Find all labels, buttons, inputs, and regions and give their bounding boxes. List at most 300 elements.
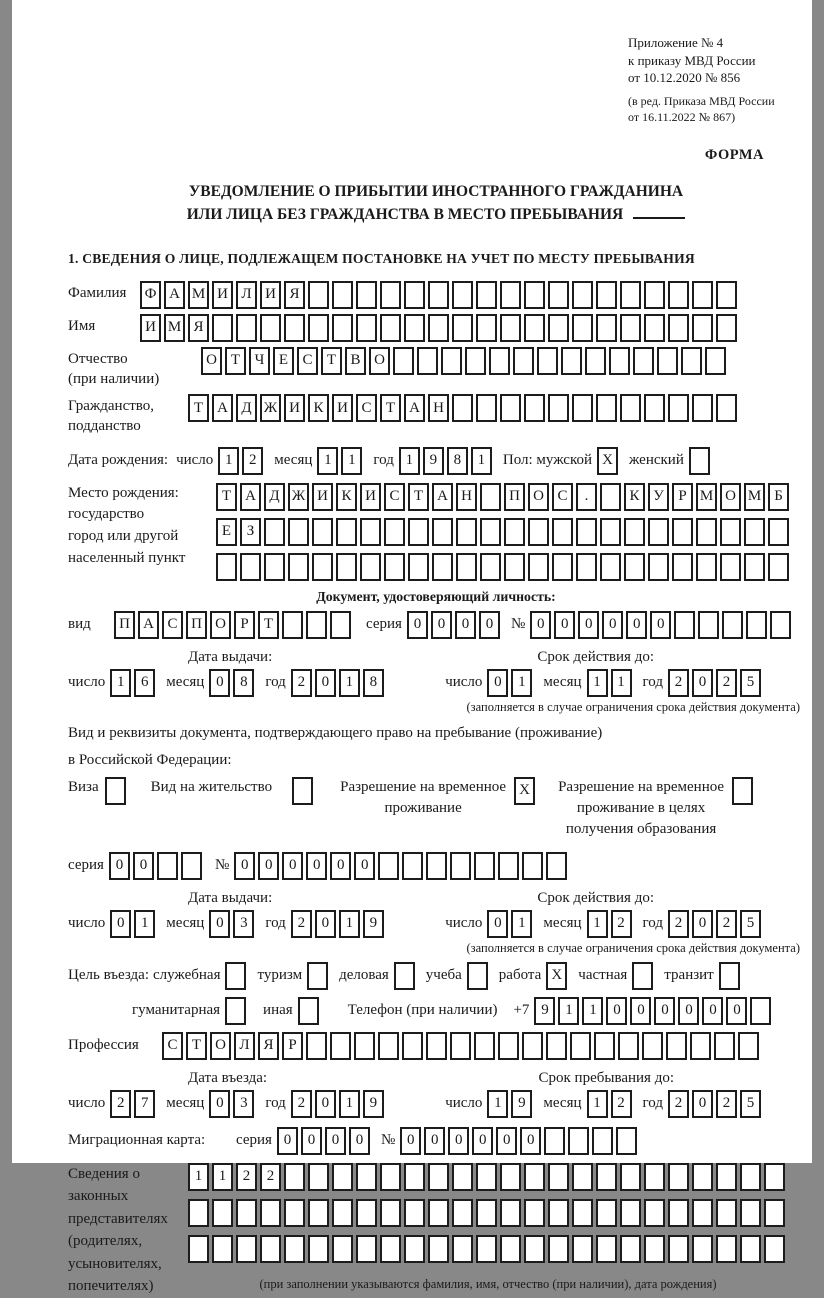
char-cell[interactable]: [450, 852, 471, 880]
char-cell[interactable]: [620, 1163, 641, 1191]
char-cell[interactable]: [720, 553, 741, 581]
char-cell[interactable]: [408, 518, 429, 546]
char-cell[interactable]: 2: [611, 910, 632, 938]
temp-residence-checkbox[interactable]: [514, 777, 538, 805]
char-cell[interactable]: [378, 852, 399, 880]
char-cell[interactable]: К: [336, 483, 357, 511]
char-cell[interactable]: [764, 1163, 785, 1191]
char-cell[interactable]: [360, 553, 381, 581]
char-cell[interactable]: [474, 1032, 495, 1060]
char-cell[interactable]: [548, 394, 569, 422]
char-cell[interactable]: П: [114, 611, 135, 639]
char-cell[interactable]: [668, 1199, 689, 1227]
char-cell[interactable]: Д: [236, 394, 257, 422]
char-cell[interactable]: 0: [487, 669, 508, 697]
char-cell[interactable]: [600, 553, 621, 581]
char-cell[interactable]: [426, 852, 447, 880]
char-cell[interactable]: Р: [234, 611, 255, 639]
char-cell[interactable]: [306, 611, 327, 639]
purpose-transit-checkbox[interactable]: [719, 962, 743, 990]
char-cell[interactable]: [716, 1235, 737, 1263]
char-cell[interactable]: 2: [668, 910, 689, 938]
char-cell[interactable]: [476, 314, 497, 342]
char-cell[interactable]: [552, 518, 573, 546]
char-cell[interactable]: [620, 281, 641, 309]
char-cell[interactable]: [528, 553, 549, 581]
char-cell[interactable]: [225, 962, 246, 990]
char-cell[interactable]: [524, 1199, 545, 1227]
char-cell[interactable]: 2: [291, 1090, 312, 1118]
char-cell[interactable]: [620, 1235, 641, 1263]
char-cell[interactable]: 0: [110, 910, 131, 938]
char-cell[interactable]: [600, 518, 621, 546]
char-cell[interactable]: Я: [258, 1032, 279, 1060]
char-cell[interactable]: 0: [602, 611, 623, 639]
char-cell[interactable]: [632, 962, 653, 990]
char-cell[interactable]: 0: [650, 611, 671, 639]
char-cell[interactable]: [240, 553, 261, 581]
char-cell[interactable]: Т: [186, 1032, 207, 1060]
char-cell[interactable]: Т: [380, 394, 401, 422]
char-cell[interactable]: [548, 1163, 569, 1191]
char-cell[interactable]: [592, 1127, 613, 1155]
char-cell[interactable]: О: [528, 483, 549, 511]
char-cell[interactable]: В: [345, 347, 366, 375]
purpose-business-checkbox[interactable]: [394, 962, 418, 990]
char-cell[interactable]: Т: [216, 483, 237, 511]
char-cell[interactable]: [384, 553, 405, 581]
char-cell[interactable]: [609, 347, 630, 375]
char-cell[interactable]: X: [546, 962, 567, 990]
char-cell[interactable]: 1: [218, 447, 239, 475]
char-cell[interactable]: 0: [315, 910, 336, 938]
char-cell[interactable]: 1: [110, 669, 131, 697]
char-cell[interactable]: [716, 1163, 737, 1191]
purpose-humanitarian-checkbox[interactable]: [225, 997, 249, 1025]
char-cell[interactable]: [668, 394, 689, 422]
char-cell[interactable]: 1: [582, 997, 603, 1025]
char-cell[interactable]: [216, 553, 237, 581]
char-cell[interactable]: 1: [471, 447, 492, 475]
char-cell[interactable]: [572, 1235, 593, 1263]
char-cell[interactable]: [404, 1163, 425, 1191]
char-cell[interactable]: [356, 314, 377, 342]
char-cell[interactable]: 0: [354, 852, 375, 880]
char-cell[interactable]: [465, 347, 486, 375]
char-cell[interactable]: М: [696, 483, 717, 511]
char-cell[interactable]: И: [284, 394, 305, 422]
char-cell[interactable]: [332, 314, 353, 342]
char-cell[interactable]: [408, 553, 429, 581]
char-cell[interactable]: Ж: [288, 483, 309, 511]
char-cell[interactable]: [692, 1163, 713, 1191]
char-cell[interactable]: [312, 553, 333, 581]
char-cell[interactable]: [336, 518, 357, 546]
char-cell[interactable]: [572, 394, 593, 422]
char-cell[interactable]: [716, 314, 737, 342]
char-cell[interactable]: Ж: [260, 394, 281, 422]
char-cell[interactable]: И: [212, 281, 233, 309]
char-cell[interactable]: [476, 1235, 497, 1263]
char-cell[interactable]: К: [308, 394, 329, 422]
char-cell[interactable]: [740, 1163, 761, 1191]
char-cell[interactable]: 2: [291, 669, 312, 697]
char-cell[interactable]: 1: [134, 910, 155, 938]
char-cell[interactable]: [624, 553, 645, 581]
char-cell[interactable]: [572, 314, 593, 342]
char-cell[interactable]: 2: [716, 910, 737, 938]
char-cell[interactable]: [620, 314, 641, 342]
char-cell[interactable]: [668, 1163, 689, 1191]
char-cell[interactable]: [618, 1032, 639, 1060]
char-cell[interactable]: Т: [321, 347, 342, 375]
char-cell[interactable]: [690, 1032, 711, 1060]
char-cell[interactable]: [284, 1199, 305, 1227]
char-cell[interactable]: А: [212, 394, 233, 422]
char-cell[interactable]: [330, 611, 351, 639]
char-cell[interactable]: А: [138, 611, 159, 639]
char-cell[interactable]: [500, 394, 521, 422]
char-cell[interactable]: [705, 347, 726, 375]
visa-checkbox[interactable]: [105, 777, 129, 805]
char-cell[interactable]: [308, 1199, 329, 1227]
char-cell[interactable]: [498, 852, 519, 880]
purpose-work-checkbox[interactable]: [546, 962, 570, 990]
char-cell[interactable]: [768, 553, 789, 581]
char-cell[interactable]: [260, 1199, 281, 1227]
char-cell[interactable]: [356, 1235, 377, 1263]
char-cell[interactable]: [644, 1199, 665, 1227]
char-cell[interactable]: [720, 518, 741, 546]
char-cell[interactable]: 0: [448, 1127, 469, 1155]
char-cell[interactable]: [524, 1163, 545, 1191]
char-cell[interactable]: [380, 1235, 401, 1263]
char-cell[interactable]: [740, 1235, 761, 1263]
char-cell[interactable]: 0: [654, 997, 675, 1025]
char-cell[interactable]: И: [332, 394, 353, 422]
char-cell[interactable]: 0: [692, 910, 713, 938]
char-cell[interactable]: [288, 518, 309, 546]
char-cell[interactable]: [284, 314, 305, 342]
char-cell[interactable]: [452, 1235, 473, 1263]
purpose-official-checkbox[interactable]: [225, 962, 249, 990]
char-cell[interactable]: [500, 1199, 521, 1227]
char-cell[interactable]: [188, 1199, 209, 1227]
char-cell[interactable]: [308, 1235, 329, 1263]
char-cell[interactable]: [260, 1235, 281, 1263]
char-cell[interactable]: [513, 347, 534, 375]
char-cell[interactable]: И: [140, 314, 161, 342]
char-cell[interactable]: Д: [264, 483, 285, 511]
char-cell[interactable]: [402, 852, 423, 880]
char-cell[interactable]: [672, 518, 693, 546]
char-cell[interactable]: 1: [212, 1163, 233, 1191]
char-cell[interactable]: 0: [234, 852, 255, 880]
char-cell[interactable]: [404, 1235, 425, 1263]
char-cell[interactable]: [264, 518, 285, 546]
char-cell[interactable]: [522, 1032, 543, 1060]
char-cell[interactable]: X: [597, 447, 618, 475]
char-cell[interactable]: [504, 518, 525, 546]
char-cell[interactable]: [308, 314, 329, 342]
char-cell[interactable]: [393, 347, 414, 375]
char-cell[interactable]: [467, 962, 488, 990]
char-cell[interactable]: [236, 1199, 257, 1227]
char-cell[interactable]: 1: [339, 910, 360, 938]
char-cell[interactable]: 3: [233, 910, 254, 938]
char-cell[interactable]: [307, 962, 328, 990]
char-cell[interactable]: [312, 518, 333, 546]
char-cell[interactable]: [648, 553, 669, 581]
sex-female-checkbox[interactable]: [689, 447, 713, 475]
edu-residence-checkbox[interactable]: [732, 777, 756, 805]
char-cell[interactable]: [354, 1032, 375, 1060]
char-cell[interactable]: [546, 1032, 567, 1060]
char-cell[interactable]: [768, 518, 789, 546]
char-cell[interactable]: 0: [209, 910, 230, 938]
char-cell[interactable]: [260, 314, 281, 342]
char-cell[interactable]: [644, 394, 665, 422]
char-cell[interactable]: [572, 281, 593, 309]
char-cell[interactable]: 0: [726, 997, 747, 1025]
char-cell[interactable]: [524, 314, 545, 342]
char-cell[interactable]: С: [356, 394, 377, 422]
char-cell[interactable]: [568, 1127, 589, 1155]
char-cell[interactable]: [450, 1032, 471, 1060]
char-cell[interactable]: [236, 314, 257, 342]
char-cell[interactable]: М: [164, 314, 185, 342]
char-cell[interactable]: [292, 777, 313, 805]
char-cell[interactable]: [476, 1163, 497, 1191]
char-cell[interactable]: 0: [315, 669, 336, 697]
char-cell[interactable]: [330, 1032, 351, 1060]
char-cell[interactable]: [616, 1127, 637, 1155]
char-cell[interactable]: [105, 777, 126, 805]
residence-permit-checkbox[interactable]: [292, 777, 316, 805]
char-cell[interactable]: Т: [188, 394, 209, 422]
char-cell[interactable]: А: [164, 281, 185, 309]
char-cell[interactable]: [441, 347, 462, 375]
char-cell[interactable]: 0: [407, 611, 428, 639]
char-cell[interactable]: 0: [431, 611, 452, 639]
char-cell[interactable]: 0: [209, 669, 230, 697]
char-cell[interactable]: [504, 553, 525, 581]
char-cell[interactable]: [288, 553, 309, 581]
char-cell[interactable]: [692, 314, 713, 342]
char-cell[interactable]: X: [514, 777, 535, 805]
char-cell[interactable]: [672, 553, 693, 581]
char-cell[interactable]: 2: [291, 910, 312, 938]
char-cell[interactable]: О: [210, 1032, 231, 1060]
purpose-study-checkbox[interactable]: [467, 962, 491, 990]
char-cell[interactable]: [644, 1163, 665, 1191]
char-cell[interactable]: 0: [306, 852, 327, 880]
char-cell[interactable]: И: [260, 281, 281, 309]
char-cell[interactable]: [596, 281, 617, 309]
char-cell[interactable]: [212, 1235, 233, 1263]
char-cell[interactable]: [596, 1235, 617, 1263]
char-cell[interactable]: 2: [611, 1090, 632, 1118]
char-cell[interactable]: [770, 611, 791, 639]
char-cell[interactable]: [648, 518, 669, 546]
char-cell[interactable]: С: [297, 347, 318, 375]
char-cell[interactable]: [432, 553, 453, 581]
char-cell[interactable]: [456, 553, 477, 581]
char-cell[interactable]: [384, 518, 405, 546]
char-cell[interactable]: [524, 394, 545, 422]
char-cell[interactable]: [644, 1235, 665, 1263]
char-cell[interactable]: [524, 281, 545, 309]
char-cell[interactable]: [689, 447, 710, 475]
char-cell[interactable]: [722, 611, 743, 639]
char-cell[interactable]: И: [360, 483, 381, 511]
char-cell[interactable]: 0: [133, 852, 154, 880]
char-cell[interactable]: 0: [554, 611, 575, 639]
char-cell[interactable]: 1: [339, 1090, 360, 1118]
char-cell[interactable]: 1: [587, 1090, 608, 1118]
char-cell[interactable]: [537, 347, 558, 375]
char-cell[interactable]: [570, 1032, 591, 1060]
char-cell[interactable]: [716, 1199, 737, 1227]
char-cell[interactable]: [716, 394, 737, 422]
char-cell[interactable]: [500, 1163, 521, 1191]
char-cell[interactable]: 9: [511, 1090, 532, 1118]
char-cell[interactable]: 6: [134, 669, 155, 697]
char-cell[interactable]: [719, 962, 740, 990]
char-cell[interactable]: [181, 852, 202, 880]
char-cell[interactable]: 9: [363, 1090, 384, 1118]
char-cell[interactable]: [546, 852, 567, 880]
char-cell[interactable]: [585, 347, 606, 375]
char-cell[interactable]: [452, 314, 473, 342]
char-cell[interactable]: Я: [188, 314, 209, 342]
char-cell[interactable]: 2: [668, 669, 689, 697]
char-cell[interactable]: [620, 1199, 641, 1227]
char-cell[interactable]: [480, 483, 501, 511]
char-cell[interactable]: [500, 314, 521, 342]
char-cell[interactable]: Ч: [249, 347, 270, 375]
char-cell[interactable]: [212, 1199, 233, 1227]
char-cell[interactable]: [452, 281, 473, 309]
char-cell[interactable]: Б: [768, 483, 789, 511]
char-cell[interactable]: [738, 1032, 759, 1060]
char-cell[interactable]: 0: [400, 1127, 421, 1155]
char-cell[interactable]: [476, 1199, 497, 1227]
char-cell[interactable]: [476, 394, 497, 422]
char-cell[interactable]: [548, 314, 569, 342]
char-cell[interactable]: [548, 1235, 569, 1263]
char-cell[interactable]: [548, 281, 569, 309]
char-cell[interactable]: [332, 281, 353, 309]
char-cell[interactable]: 0: [258, 852, 279, 880]
char-cell[interactable]: [306, 1032, 327, 1060]
char-cell[interactable]: [596, 1163, 617, 1191]
char-cell[interactable]: 1: [587, 910, 608, 938]
char-cell[interactable]: 8: [233, 669, 254, 697]
char-cell[interactable]: [576, 518, 597, 546]
char-cell[interactable]: Р: [672, 483, 693, 511]
char-cell[interactable]: [336, 553, 357, 581]
char-cell[interactable]: Н: [456, 483, 477, 511]
char-cell[interactable]: О: [720, 483, 741, 511]
char-cell[interactable]: Т: [408, 483, 429, 511]
char-cell[interactable]: С: [384, 483, 405, 511]
char-cell[interactable]: 1: [558, 997, 579, 1025]
char-cell[interactable]: 0: [692, 669, 713, 697]
char-cell[interactable]: [668, 1235, 689, 1263]
char-cell[interactable]: 5: [740, 910, 761, 938]
char-cell[interactable]: 1: [587, 669, 608, 697]
char-cell[interactable]: .: [576, 483, 597, 511]
char-cell[interactable]: [576, 553, 597, 581]
char-cell[interactable]: [380, 1199, 401, 1227]
char-cell[interactable]: К: [624, 483, 645, 511]
char-cell[interactable]: 0: [487, 910, 508, 938]
char-cell[interactable]: [572, 1163, 593, 1191]
char-cell[interactable]: [188, 1235, 209, 1263]
char-cell[interactable]: Л: [236, 281, 257, 309]
char-cell[interactable]: [360, 518, 381, 546]
char-cell[interactable]: 0: [209, 1090, 230, 1118]
char-cell[interactable]: 0: [455, 611, 476, 639]
char-cell[interactable]: [394, 962, 415, 990]
char-cell[interactable]: [596, 314, 617, 342]
char-cell[interactable]: [404, 1199, 425, 1227]
char-cell[interactable]: 1: [511, 910, 532, 938]
char-cell[interactable]: С: [552, 483, 573, 511]
char-cell[interactable]: [668, 281, 689, 309]
char-cell[interactable]: [522, 852, 543, 880]
char-cell[interactable]: 9: [363, 910, 384, 938]
char-cell[interactable]: 8: [447, 447, 468, 475]
char-cell[interactable]: 0: [530, 611, 551, 639]
char-cell[interactable]: [668, 314, 689, 342]
char-cell[interactable]: [308, 281, 329, 309]
char-cell[interactable]: 1: [399, 447, 420, 475]
char-cell[interactable]: [714, 1032, 735, 1060]
char-cell[interactable]: [596, 394, 617, 422]
char-cell[interactable]: [428, 1235, 449, 1263]
char-cell[interactable]: [308, 1163, 329, 1191]
char-cell[interactable]: [750, 997, 771, 1025]
char-cell[interactable]: [596, 1199, 617, 1227]
char-cell[interactable]: [428, 1199, 449, 1227]
char-cell[interactable]: [524, 1235, 545, 1263]
char-cell[interactable]: 1: [188, 1163, 209, 1191]
char-cell[interactable]: А: [404, 394, 425, 422]
char-cell[interactable]: Е: [273, 347, 294, 375]
char-cell[interactable]: [746, 611, 767, 639]
char-cell[interactable]: Т: [225, 347, 246, 375]
char-cell[interactable]: 0: [277, 1127, 298, 1155]
char-cell[interactable]: [644, 314, 665, 342]
char-cell[interactable]: [716, 281, 737, 309]
char-cell[interactable]: [417, 347, 438, 375]
char-cell[interactable]: [356, 281, 377, 309]
char-cell[interactable]: [642, 1032, 663, 1060]
char-cell[interactable]: [298, 997, 319, 1025]
char-cell[interactable]: [428, 281, 449, 309]
char-cell[interactable]: [498, 1032, 519, 1060]
char-cell[interactable]: З: [240, 518, 261, 546]
char-cell[interactable]: 0: [702, 997, 723, 1025]
char-cell[interactable]: [594, 1032, 615, 1060]
char-cell[interactable]: 5: [740, 1090, 761, 1118]
char-cell[interactable]: [426, 1032, 447, 1060]
char-cell[interactable]: [282, 611, 303, 639]
char-cell[interactable]: [624, 518, 645, 546]
char-cell[interactable]: [561, 347, 582, 375]
